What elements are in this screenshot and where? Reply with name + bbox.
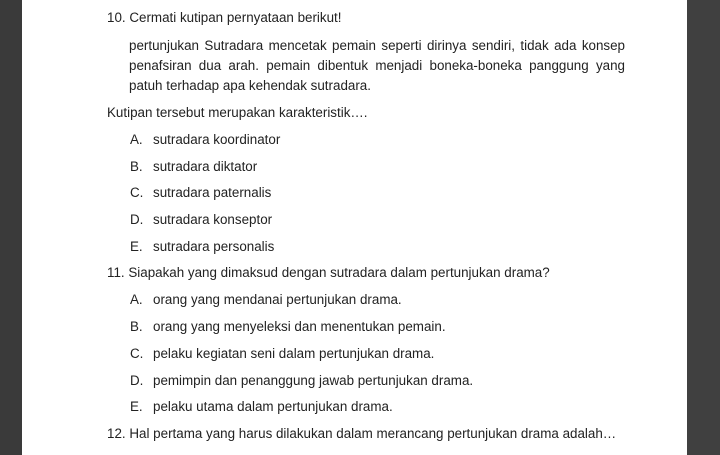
option-text: pemimpin dan penanggung jawab pertunjukan drama. [153, 373, 474, 388]
q10-quote-line-1: pertunjukan Sutradara mencetak pemain seperti dirinya sendiri, tidak ada konsep [129, 38, 625, 53]
option-letter: A. [130, 132, 143, 147]
option-text: sutradara personalis [153, 239, 275, 254]
q12-number: 12. [107, 426, 126, 441]
option-letter: C. [130, 346, 144, 361]
q12-heading [107, 426, 616, 442]
option-letter: B. [130, 319, 143, 334]
option-letter: E. [130, 399, 143, 414]
q12-question: Hal pertama yang harus dilakukan dalam merancang pertunjukan drama adalah… [129, 426, 617, 441]
option-letter: A. [130, 292, 143, 307]
option-letter: D. [130, 212, 144, 227]
q10-heading [107, 10, 342, 26]
option-text: sutradara paternalis [153, 185, 272, 200]
option-text: sutradara diktator [153, 159, 258, 174]
q11-heading [107, 265, 550, 281]
option-letter: C. [130, 185, 144, 200]
option-letter: E. [130, 239, 143, 254]
option-text: pelaku utama dalam pertunjukan drama. [153, 399, 393, 414]
q10-number: 10. [107, 10, 126, 25]
q10-quote-line-2: penafsiran dua arah. pemain dibentuk menjadi boneka-boneka panggung yang [129, 58, 625, 73]
option-text: sutradara koordinator [153, 132, 281, 147]
q10-quote-line-3: patuh terhadap apa kehendak sutradara. [129, 78, 371, 93]
option-letter: B. [130, 159, 143, 174]
option-text: sutradara konseptor [153, 212, 273, 227]
q11-number: 11. [107, 265, 125, 280]
option-text: orang yang mendanai pertunjukan drama. [153, 292, 402, 307]
q11-question: Siapakah yang dimaksud dengan sutradara dalam pertunjukan drama? [128, 265, 550, 280]
option-letter: D. [130, 373, 144, 388]
option-text: orang yang menyeleksi dan menentukan pemain. [153, 319, 446, 334]
q10-prompt: Cermati kutipan pernyataan berikut! [129, 10, 342, 25]
q10-question: Kutipan tersebut merupakan karakteristik…. [107, 105, 368, 120]
document-page [22, 0, 687, 455]
left-dark-border [0, 0, 22, 455]
right-dark-border [687, 0, 720, 455]
option-text: pelaku kegiatan seni dalam pertunjukan drama. [153, 346, 435, 361]
